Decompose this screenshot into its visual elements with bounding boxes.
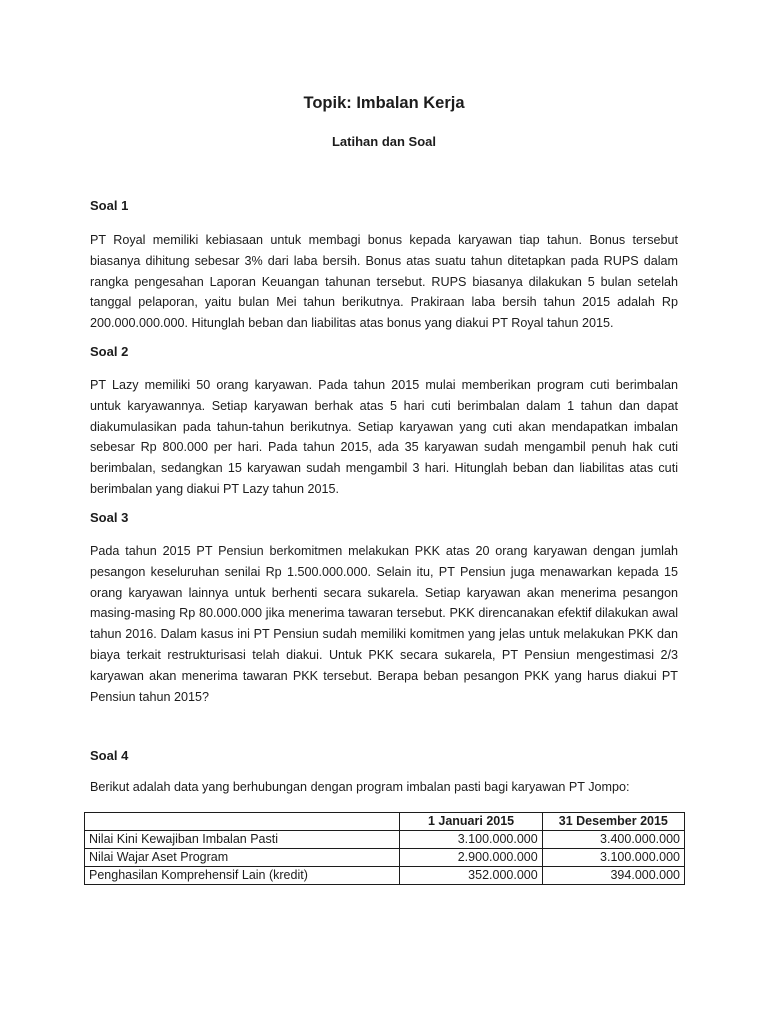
soal-1-heading: Soal 1 xyxy=(90,198,129,213)
table-row xyxy=(85,849,685,867)
table-row-label: Penghasilan Komprehensif Lain (kredit) xyxy=(85,867,400,885)
table-cell: 3.100.000.000 xyxy=(542,849,684,867)
soal-2-heading: Soal 2 xyxy=(90,344,129,359)
soal-2-text: PT Lazy memiliki 50 orang karyawan. Pada tahun 2015 mulai memberikan program cuti berimbalan untuk karyawannya. Setiap karyawan berhak atas 5 hari cuti berimbalan dalam 1 tahun dan dapat diakumulasikan pada tahun-tahun berikutnya. Setiap karyawan yang cuti akan mendapatkan imbalan sebesar Rp 800.000 per hari. Pada tahun 2015, ada 35 karyawan sudah mengambil penuh hak cuti berimbalan, sedangkan 15 karyawan sudah mengambil 3 hari. Hitunglah beban dan liabilitas atas cuti berimbalan yang diakui PT Lazy tahun 2015. xyxy=(90,378,678,496)
table-cell: 3.100.000.000 xyxy=(400,831,542,849)
table-cell: 394.000.000 xyxy=(542,867,684,885)
page-subtitle: Latihan dan Soal xyxy=(331,134,436,149)
soal-3-heading: Soal 3 xyxy=(90,510,129,525)
benefit-data-table xyxy=(84,812,685,885)
table-header-cell xyxy=(85,813,400,831)
table-cell: 3.400.000.000 xyxy=(542,831,684,849)
table-row xyxy=(85,867,685,885)
table-cell: 2.900.000.000 xyxy=(400,849,542,867)
soal-4-heading: Soal 4 xyxy=(90,748,129,763)
soal-3-text: Pada tahun 2015 PT Pensiun berkomitmen melakukan PKK atas 20 orang karyawan dengan jumlah pesangon keseluruhan senilai Rp 1.500.000.000. Selain itu, PT Pensiun juga menawarkan kepada 15 orang karyawan lainnya untuk berhenti secara sukarela. Setiap karyawan akan menerima pesangon masing-masing Rp 80.000.000 jika menerima tawaran tersebut. PKK direncanakan efektif dilakukan awal tahun 2016. Dalam kasus ini PT Pensiun sudah memiliki komitmen yang jelas untuk melakukan PKK dan biaya terkait restrukturisasi telah diakui. Untuk PKK secara sukarela, PT Pensiun mengestimasi 2/3 karyawan akan menerima tawaran PKK tersebut. Berapa beban pesangon PKK yang harus diakui PT Pensiun tahun 2015? xyxy=(90,544,678,704)
page-title: Topik: Imbalan Kerja xyxy=(303,94,465,112)
soal-4-intro: Berikut adalah data yang berhubungan dengan program imbalan pasti bagi karyawan PT Jompo: xyxy=(90,780,630,794)
table-header-cell: 1 Januari 2015 xyxy=(400,813,542,831)
table-row-label: Nilai Kini Kewajiban Imbalan Pasti xyxy=(85,831,400,849)
table-row xyxy=(85,831,685,849)
soal-1-text: PT Royal memiliki kebiasaan untuk membagi bonus kepada karyawan tiap tahun. Bonus tersebut biasanya dihitung sebesar 3% dari laba bersih. Bonus atas suatu tahun ditetapkan pada RUPS dalam rangka pengesahan Laporan Keuangan tahunan tersebut. RUPS biasanya dilakukan 5 bulan setelah tanggal pelaporan, yaitu bulan Mei tahun berikutnya. Prakiraan laba bersih tahun 2015 adalah Rp 200.000.000.000. Hitunglah beban dan liabilitas atas bonus yang diakui PT Royal tahun 2015. xyxy=(90,233,678,331)
table-header-row xyxy=(85,813,685,831)
table-cell: 352.000.000 xyxy=(400,867,542,885)
table-header-cell: 31 Desember 2015 xyxy=(542,813,684,831)
table-row-label: Nilai Wajar Aset Program xyxy=(85,849,400,867)
